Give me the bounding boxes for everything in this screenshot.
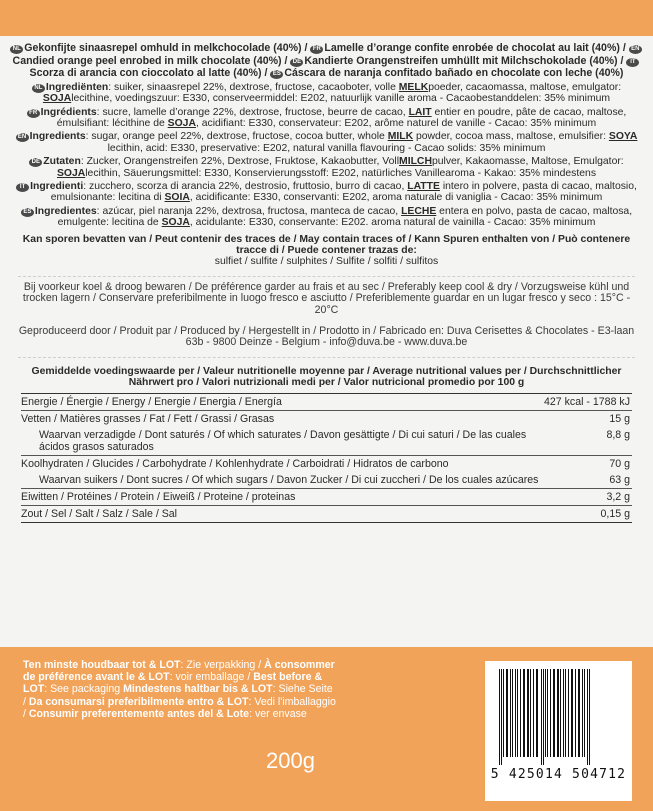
barcode-bar <box>523 669 525 757</box>
es-flag-icon: ES <box>270 70 283 79</box>
best-before-label: Mindestens haltbar bis & LOT <box>123 683 273 696</box>
nutrient-value: 0,15 g <box>544 505 632 522</box>
ingredients-text: , acidificante: E330, conservanti: E202, aroma naturale di vaniglia - Cacao: 35% minimum <box>189 192 603 204</box>
ingredients-text: poeder, cacaomassa, maltose, emulgator: <box>428 81 622 93</box>
fr-flag-icon: FR <box>27 109 40 118</box>
allergen-traces <box>14 234 639 268</box>
barcode-bar <box>510 669 511 757</box>
nl-flag-icon: NL <box>10 45 23 54</box>
title-fr: Lamelle d’orange confite enrobée de chocolat au lait (40%) <box>324 42 620 54</box>
barcode-bar <box>587 669 588 765</box>
ingredients-text: : Zucker, Orangenstreifen 22%, Dextrose, Fruktose, Kakaobutter, Voll <box>80 156 400 168</box>
nutrient-label: Vetten / Matières grasses / Fat / Fett / Grassi / Grasas <box>21 410 544 427</box>
barcode-bar <box>530 669 531 757</box>
allergen: MILK <box>387 131 414 143</box>
nutrient-value: 15 g <box>544 410 632 427</box>
ingredients-text: lecithin, Säuerungsmittel: E330, Konservierungsstoff: E202, natürliches Vanillearoma - Kakao: 35% mindestens <box>85 167 597 179</box>
ingredients-text: entier en poudre, pâte de cacao, maltose, émulsifiant: lécithine de <box>56 106 627 129</box>
barcode-number: 5 425014 504712 <box>490 767 627 782</box>
nutrient-value: 427 kcal - 1788 kJ <box>544 393 632 410</box>
storage-instructions: Bij voorkeur koel & droog bewaren / De préférence garder au frais et au sec / Preferably keep cool & dry / Vorzugsweise kühl und trocken lagern / Conservare preferibilmente in luogo fresco e asciutto / Preferiblemente guardar en un lugar fresco y seco : 15°C - 20°C <box>22 280 631 317</box>
traces-list: sulfiet / sulfite / sulphites / Sulfite / solfiti / sulfitos <box>214 256 439 268</box>
allergen: MILCH <box>399 156 432 168</box>
nutrition-row <box>21 488 632 505</box>
barcode-bar <box>533 669 534 757</box>
ingredients-es <box>10 206 643 229</box>
ingredients-text: : sucre, lamelle d’orange 22%, dextrose, fructose, beurre de cacao, <box>96 106 409 118</box>
barcode-bar <box>506 669 508 757</box>
allergen: SOYA <box>608 131 638 143</box>
allergen: LECHE <box>401 205 437 217</box>
ingredients-label: Ingredienti <box>30 181 84 193</box>
nutrient-label: Koolhydraten / Glucides / Carbohydrate / Kohlenhydrate / Carboidrati / Hidratos de carbono <box>21 455 544 472</box>
best-before-label: Consumir preferentemente antes del & Lote <box>28 707 250 720</box>
ingredients-text: : sugar, orange peel 22%, dextrose, fructose, cocoa butter, whole <box>85 131 388 143</box>
ingredients-text: entera en polvo, pasta de cacao, maltosa, emulgente: lecitina de <box>57 205 633 229</box>
barcode-bar <box>578 669 580 757</box>
best-before-value: : Siehe Seite / <box>23 683 333 708</box>
top-orange-band <box>0 0 653 36</box>
best-before-value: : Zie verpakking / <box>180 659 265 671</box>
barcode-bar <box>515 669 516 757</box>
barcode-bar <box>565 669 566 757</box>
ingredients-it <box>10 181 643 204</box>
barcode-bar <box>553 669 555 757</box>
label-content <box>0 36 653 523</box>
best-before-label: Da consumarsi preferibilmente entro & LOT <box>28 695 249 708</box>
barcode-bar <box>545 669 546 757</box>
best-before-value: : ver envase <box>249 707 307 720</box>
de-flag-icon: DE <box>29 158 42 167</box>
barcode-bar <box>499 669 500 765</box>
ingredients-label: Ingredientes <box>34 205 97 217</box>
ingredients-label: Ingrédients <box>40 106 97 118</box>
it-flag-icon: IT <box>16 183 29 192</box>
nutrient-label: Waarvan suikers / Dont sucres / Of which sugars / Davon Zucker / Di cui zuccheri / De los cuales azúcares <box>39 473 539 486</box>
ingredients-text: lecithin, acid: E330, preservative: E202, natural vanilla flavouring - Cacao solids: 35% minimum <box>107 142 546 154</box>
it-flag-icon: IT <box>626 58 639 67</box>
divider <box>18 276 635 277</box>
ingredients-en <box>10 131 643 154</box>
de-flag-icon: DE <box>290 58 303 67</box>
barcode-bar <box>527 669 529 757</box>
allergen: MELK <box>398 81 429 93</box>
best-before-label: À consommer de préférence avant le & LOT <box>23 659 335 684</box>
nutrient-label: Energie / Énergie / Energy / Energie / Energia / Energía <box>21 393 544 410</box>
nutrient-value: 3,2 g <box>544 488 632 505</box>
title-de: Kandierte Orangenstreifen umhüllt mit Milchschokolade (40%) <box>304 54 618 67</box>
es-flag-icon: ES <box>21 208 34 217</box>
product-title: NL Gekonfijte sinaasrepel omhuld in melkchocolade (40%) / FR Lamelle d’orange confite enrobée de chocolat au lait (40%) / ENCandied orange peel enrobed in milk chocolate (40%) / DE Kandierte Orangenstreifen umhüllt mit Milchschokolade (40%) / ITScorza di arancia con cioccolato al latte (40%) / ES Cáscara de naranja confitado bañado en chocolate con leche (40%) <box>0 36 653 80</box>
barcode-bar <box>550 669 551 757</box>
nutrition-row <box>21 472 632 489</box>
nl-flag-icon: NL <box>32 84 45 93</box>
barcode-bar <box>517 669 518 757</box>
producer-info: Geproduceerd door / Produit par / Produced by / Hergestellt in / Prodotto in / Fabricado en: Duva Cerisettes & Chocolates - E3-laan 63b - 9800 Deinze - Belgium - info@duva.be - www.duva.be <box>18 324 635 349</box>
allergen: SOIA <box>164 192 190 204</box>
best-before-label: Ten minste houdbaar tot & LOT <box>23 659 181 671</box>
nutrient-value: 70 g <box>544 455 632 472</box>
title-es: Cáscara de naranja confitado bañado en chocolate con leche (40%) <box>284 67 624 80</box>
nutrition-table <box>21 393 632 523</box>
best-before-text <box>23 659 338 720</box>
ingredients-text: lecithine, voedingszuur: E330, conserveermiddel: E202, natuurlijk vanille aroma - Cacaobestanddelen: 35% minimum <box>71 93 611 105</box>
barcode-bar <box>501 669 502 765</box>
ingredients-de <box>10 156 643 179</box>
title-nl: Gekonfijte sinaasrepel omhuld in melkchocolade (40%) <box>24 42 302 54</box>
allergen: SOJA <box>167 118 196 129</box>
title-it: Scorza di arancia con cioccolato al latte (40%) <box>29 67 262 80</box>
ingredients-text: pulver, Kakaomasse, Maltose, Emulgator: <box>431 156 624 168</box>
nutrient-label: Zout / Sel / Salt / Salz / Sale / Sal <box>21 505 544 522</box>
barcode-bar <box>503 669 504 757</box>
ingredients-text: : suiker, sinaasrepel 22%, dextrose, fructose, cacaoboter, volle <box>108 81 399 93</box>
barcode-bar <box>568 669 569 757</box>
ingredients-fr <box>10 107 643 130</box>
divider <box>18 357 635 358</box>
allergen: SOJA <box>161 217 190 229</box>
best-before-label: Best before & LOT <box>23 671 323 696</box>
allergen: SOJA <box>42 93 72 105</box>
ingredients-text: : azúcar, piel naranja 22%, dextrosa, fructosa, manteca de cacao, <box>96 205 402 217</box>
barcode-bar <box>543 669 544 765</box>
en-flag-icon: EN <box>16 133 29 142</box>
nutrition-heading: Gemiddelde voedingswaarde per / Valeur nutritionelle moyenne par / Average nutritional values per / Durchschnittlicher Nährwert pro / Valori nutrizionali medi per / Valor nutricional promedio por 100 g <box>31 365 622 389</box>
ingredients-label: Zutaten <box>43 156 81 168</box>
ingredients-text: powder, cocoa mass, maltose, emulsifier: <box>413 131 609 143</box>
net-weight: 200g <box>266 748 315 773</box>
barcode-bar <box>520 669 521 757</box>
traces-heading: Kan sporen bevatten van / Peut contenir des traces de / May contain traces of / Kann Spuren enthalten von / Può contenere tracce di / Puede contener trazas de: <box>22 233 631 257</box>
barcode-bar <box>536 669 538 757</box>
ingredients-nl <box>10 82 643 105</box>
barcode-bar <box>560 669 561 757</box>
barcode-bar <box>589 669 590 765</box>
nutrient-value: 63 g <box>609 473 630 486</box>
nutrition-row <box>21 393 632 410</box>
en-flag-icon: EN <box>629 45 642 54</box>
ingredients-label: Ingredients <box>29 131 86 143</box>
barcode-bar <box>584 669 585 757</box>
nutrient-value: 8,8 g <box>606 428 630 441</box>
allergen: SOJA <box>56 167 86 179</box>
nutrient-label: Waarvan verzadigde / Dont saturés / Of which saturates / Davon gesättigte / Di cui saturi / De las cuales ácidos grasos saturados <box>39 428 527 453</box>
nutrition-row <box>21 505 632 522</box>
barcode-bar <box>575 669 576 757</box>
ingredients-text: , acidulante: E330, conservante: E202. aroma natural de vainilla - Cacao: 35% minimum <box>189 217 596 229</box>
best-before-value: : Vedi l'imballaggio / <box>23 695 336 720</box>
barcode-bar <box>571 669 573 757</box>
ingredients-text: : zucchero, scorza di arancia 22%, destrosio, fruttosio, burro di cacao, <box>83 181 408 193</box>
best-before-value: : See packaging <box>44 683 124 696</box>
nutrition-row <box>21 427 632 456</box>
barcode-bars <box>495 669 622 765</box>
barcode-bar <box>563 669 564 757</box>
barcode-bar <box>557 669 559 757</box>
barcode-bar <box>541 669 542 765</box>
ingredients-label: Ingrediënten <box>45 81 109 93</box>
ingredients-text: intero in polvere, pasta di cacao, maltosio, emulsionante: lecitina di <box>50 181 637 204</box>
allergen: LAIT <box>408 106 432 118</box>
barcode <box>485 661 632 801</box>
fr-flag-icon: FR <box>310 45 323 54</box>
ingredients-section <box>0 82 653 229</box>
barcode-bar <box>582 669 583 757</box>
nutrient-label: Eiwitten / Protéines / Protein / Eiweiß / Proteine / proteinas <box>21 488 544 505</box>
allergen: LATTE <box>407 181 440 193</box>
best-before-value: : voir emballage / <box>169 671 254 684</box>
nutrition-row <box>21 455 632 472</box>
title-en: Candied orange peel enrobed in milk chocolate (40%) <box>12 54 282 67</box>
ingredients-text: , acidifiant: E330, conservateur: E202, arôme naturel de vanille - Cacao: 35% minimum <box>195 118 597 129</box>
nutrition-row <box>21 410 632 427</box>
barcode-bar <box>547 669 548 757</box>
barcode-bar <box>512 669 513 757</box>
